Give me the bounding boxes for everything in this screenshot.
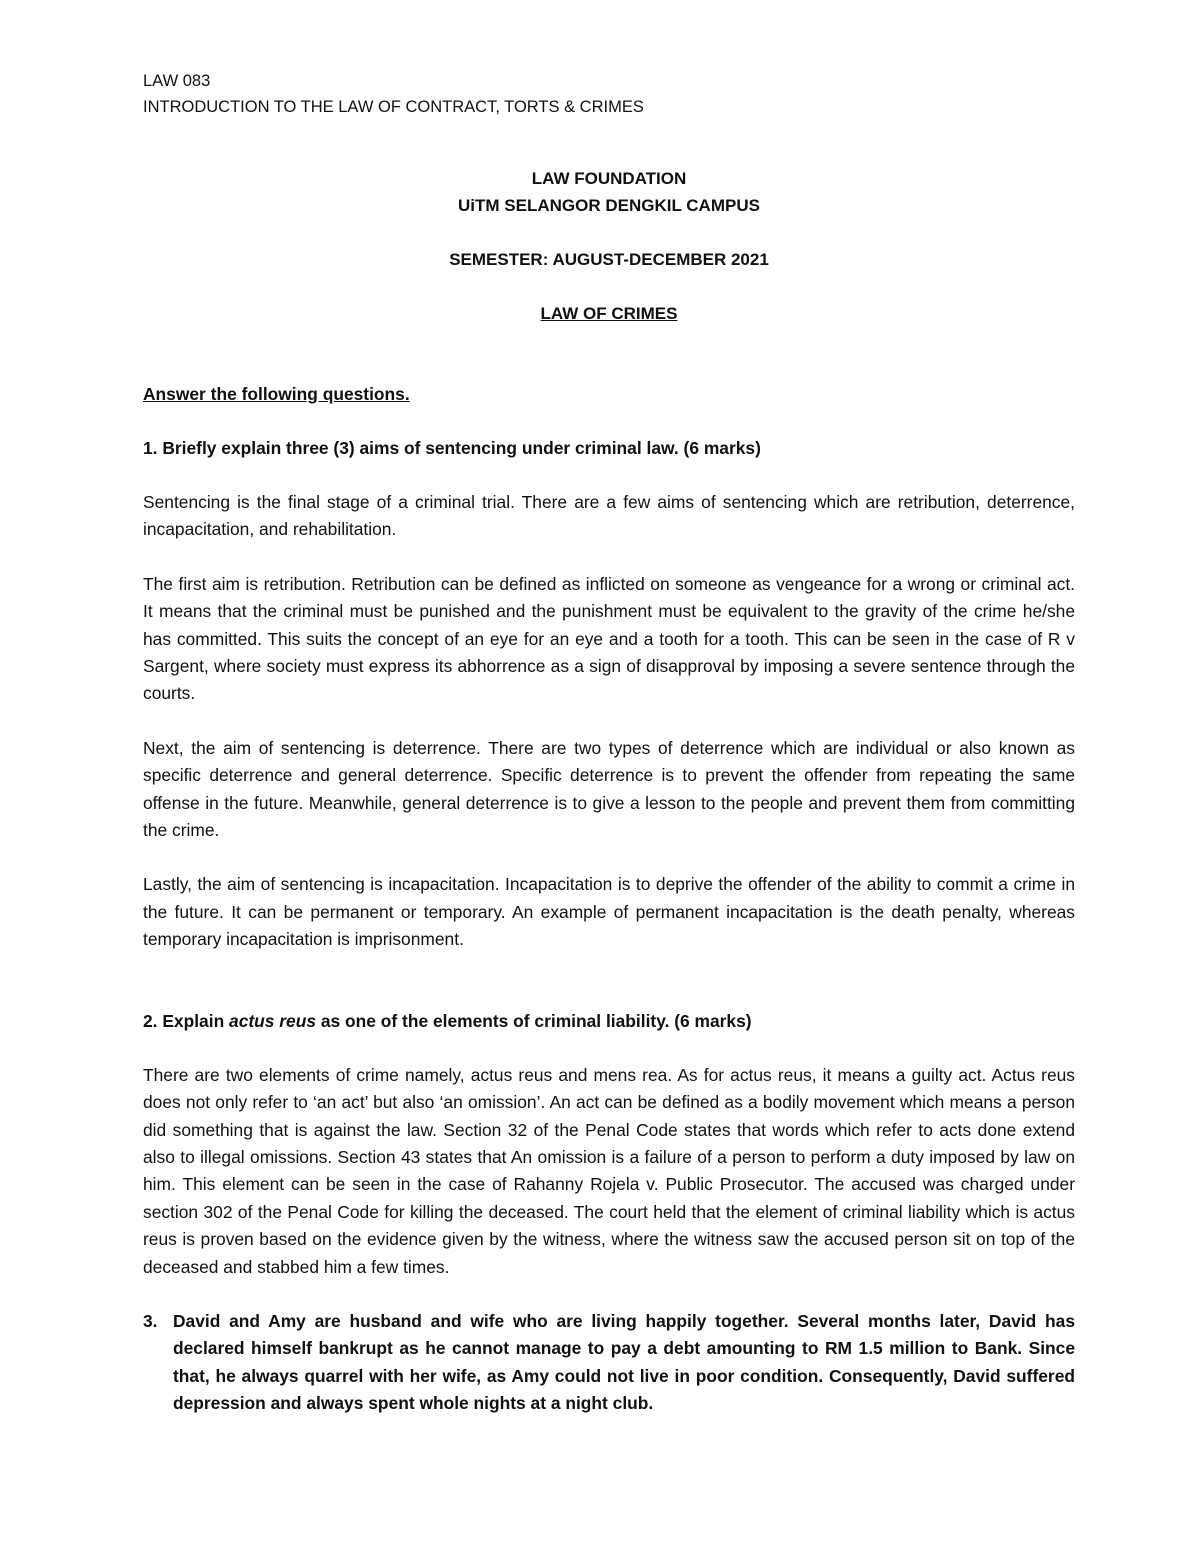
question-2-italic: actus reus [229,1010,317,1031]
course-code: LAW 083 [143,72,211,90]
programme-title: LAW FOUNDATION [531,169,687,188]
q2-answer: There are two elements of crime namely, actus reus and mens rea. As for actus reus, it means a guilty act. Actus reus does not only refer to ‘an act’ but also ‘an omission’. An act can be defined as a bodily movement which means a person did something that is against the law. Section 32 of the Penal Code states that words which refer to acts done extend also to illegal omissions. Section 43 states that An omission is a failure of a person to perform a duty imposed by law on him. This element can be seen in the case of Rahanny Rojela v. Public Prosecutor. The accused was charged under section 302 of the Penal Code for killing the deceased. The court held that the element of criminal liability which is actus reus is proven based on the evidence given by the witness, where the witness saw the accused person sit on top of the deceased and stabbed him a few times. [143,1064,1075,1277]
question-1: 1. Briefly explain three (3) aims of sentencing under criminal law. (6 marks) [143,438,761,458]
title-block [143,165,1075,327]
document-header [143,68,1075,120]
semester-title: SEMESTER: AUGUST-DECEMBER 2021 [449,250,769,269]
question-3-text: David and Amy are husband and wife who are living happily together. Several months later, David has declared himself bankrupt as he cannot manage to pay a debt amounting to RM 1.5 million to Bank. Since that, he always quarrel with her wife, as Amy could not live in poor condition. Consequently, David suffered depression and always spent whole nights at a night club. [173,1310,1075,1414]
question-3-number: 3. [143,1310,158,1331]
q1-answer-deterrence: Next, the aim of sentencing is deterrence. There are two types of deterrence which are individual or also known as specific deterrence and general deterrence. Specific deterrence is to prevent the offender from repeating the same offense in the future. Meanwhile, general deterrence is to give a lesson to the people and prevent them from committing the crime. [143,737,1075,841]
question-2 [143,1008,1075,1035]
q1-answer-retribution: The first aim is retribution. Retribution can be defined as inflicted on someone as vengeance for a wrong or criminal act. It means that the criminal must be punished and the punishment must be equivalent to the gravity of the crime he/she has committed. This suits the concept of an eye for an eye and a tooth for a tooth. This can be seen in the case of R v Sargent, where society must express its abhorrence as a sign of disapproval by imposing a severe sentence through the courts. [143,573,1075,704]
course-title: INTRODUCTION TO THE LAW OF CONTRACT, TORTS & CRIMES [143,98,644,116]
q1-answer-intro: Sentencing is the final stage of a criminal trial. There are a few aims of sentencing which are retribution, deterrence, incapacitation, and rehabilitation. [143,492,1075,540]
q1-answer-incapacitation: Lastly, the aim of sentencing is incapacitation. Incapacitation is to deprive the offender of the ability to commit a crime in the future. It can be permanent or temporary. An example of permanent incapacitation is the death penalty, whereas temporary incapacitation is imprisonment. [143,874,1075,950]
instruction: Answer the following questions. [143,384,410,404]
campus-title: UiTM SELANGOR DENGKIL CAMPUS [458,196,760,215]
question-2-suffix: as one of the elements of criminal liability. (6 marks) [316,1010,752,1031]
document-content [143,68,1075,1418]
question-3 [143,1308,1075,1418]
question-2-prefix: 2. Explain [143,1010,230,1031]
subject-title: LAW OF CRIMES [540,304,678,323]
